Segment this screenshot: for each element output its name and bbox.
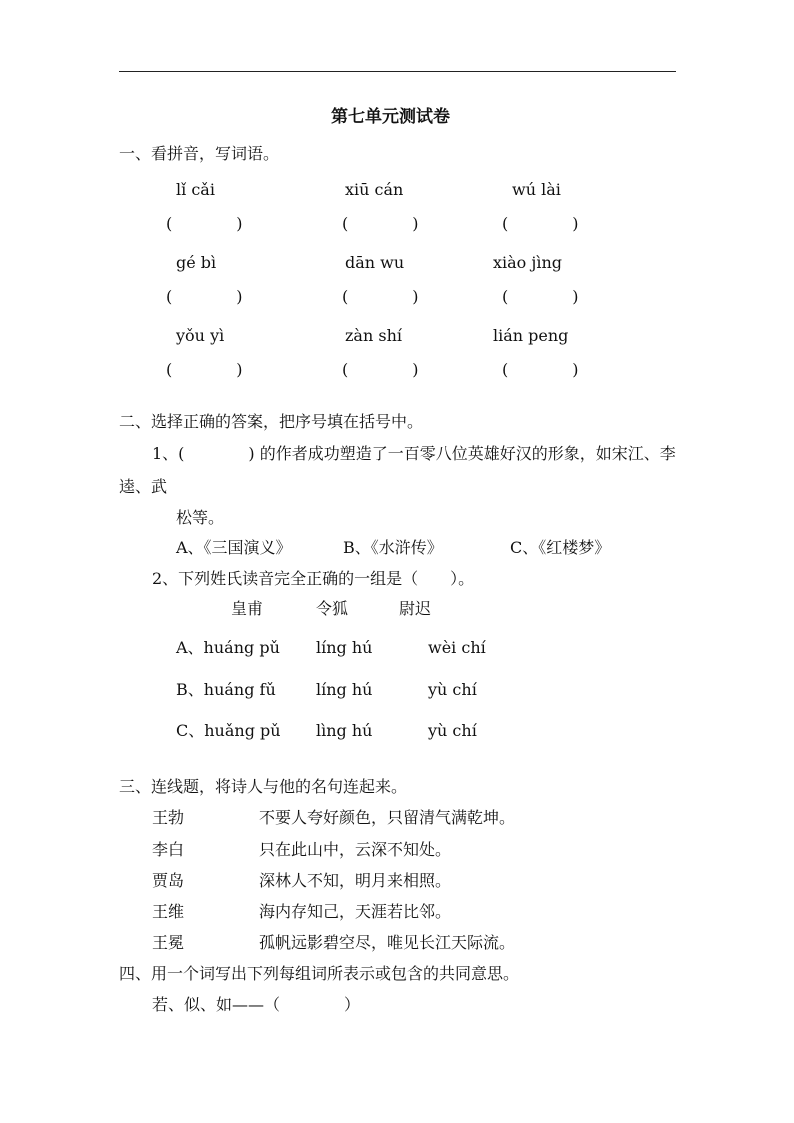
- poem-line[interactable]: 孤帆远影碧空尽，唯见长江天际流。: [259, 933, 516, 952]
- surname: 尉迟: [399, 599, 432, 618]
- answer-blank[interactable]: ( ): [342, 214, 419, 233]
- surname: 皇甫: [231, 599, 264, 618]
- poem-line[interactable]: 海内存知己，天涯若比邻。: [259, 902, 452, 921]
- section4-item[interactable]: 若、似、如——（ ）: [152, 995, 361, 1014]
- option-c-reading: lìng hú: [316, 721, 373, 740]
- section4-heading: 四、用一个词写出下列每组词所表示或包含的共同意思。: [119, 964, 520, 983]
- option-c: C、《红楼梦》: [510, 538, 611, 557]
- answer-blank[interactable]: ( ): [166, 360, 243, 379]
- pinyin-item: xiū cán: [345, 180, 404, 199]
- poet-name[interactable]: 王勃: [152, 808, 185, 827]
- surname: 令狐: [316, 599, 349, 618]
- answer-blank[interactable]: ( ): [502, 214, 579, 233]
- pinyin-item: xiào jìng: [493, 253, 563, 272]
- question-1-line: 1、( ) 的作者成功塑造了一百零八位英雄好汉的形象，如宋江、李: [152, 444, 676, 463]
- poet-name[interactable]: 王冕: [152, 933, 185, 952]
- poem-line[interactable]: 深林人不知，明月来相照。: [259, 871, 452, 890]
- pinyin-item: yǒu yì: [176, 326, 225, 345]
- poet-name[interactable]: 李白: [152, 840, 185, 859]
- question-2-stem: 2、下列姓氏读音完全正确的一组是（ ）。: [152, 569, 475, 588]
- poem-line[interactable]: 不要人夸好颜色，只留清气满乾坤。: [259, 808, 516, 827]
- pinyin-item: lǐ cǎi: [176, 180, 215, 199]
- pinyin-item: gé bì: [176, 253, 217, 272]
- answer-blank[interactable]: ( ): [166, 287, 243, 306]
- option-a-reading: wèi chí: [428, 638, 486, 657]
- section1-heading: 一、看拼音，写词语。: [119, 144, 280, 163]
- section3-heading: 三、连线题，将诗人与他的名句连起来。: [119, 777, 408, 796]
- option-a-reading: A、huáng pǔ: [176, 638, 280, 657]
- pinyin-item: wú lài: [512, 180, 561, 199]
- option-c-reading: yù chí: [428, 721, 477, 740]
- pinyin-item: zàn shí: [345, 326, 402, 345]
- option-c-reading: C、huǎng pǔ: [176, 721, 281, 740]
- pinyin-item: lián peng: [493, 326, 569, 345]
- section2-heading: 二、选择正确的答案，把序号填在括号中。: [119, 412, 424, 431]
- pinyin-item: dān wu: [345, 253, 405, 272]
- header-rule: [119, 71, 676, 72]
- question-1-line: 逵、武: [119, 477, 168, 496]
- option-b-reading: líng hú: [316, 680, 373, 699]
- option-b-reading: B、huáng fǔ: [176, 680, 276, 699]
- poem-line[interactable]: 只在此山中，云深不知处。: [259, 840, 452, 859]
- option-b: B、《水浒传》: [343, 538, 443, 557]
- question-1-line: 松等。: [176, 508, 225, 527]
- option-b-reading: yù chí: [428, 680, 477, 699]
- option-a: A、《三国演义》: [176, 538, 292, 557]
- answer-blank[interactable]: ( ): [502, 287, 579, 306]
- poet-name[interactable]: 王维: [152, 902, 185, 921]
- answer-blank[interactable]: ( ): [502, 360, 579, 379]
- answer-blank[interactable]: ( ): [342, 360, 419, 379]
- answer-blank[interactable]: ( ): [342, 287, 419, 306]
- poet-name[interactable]: 贾岛: [152, 871, 185, 890]
- answer-blank[interactable]: ( ): [166, 214, 243, 233]
- page-title: 第七单元测试卷: [331, 107, 450, 127]
- option-a-reading: líng hú: [316, 638, 373, 657]
